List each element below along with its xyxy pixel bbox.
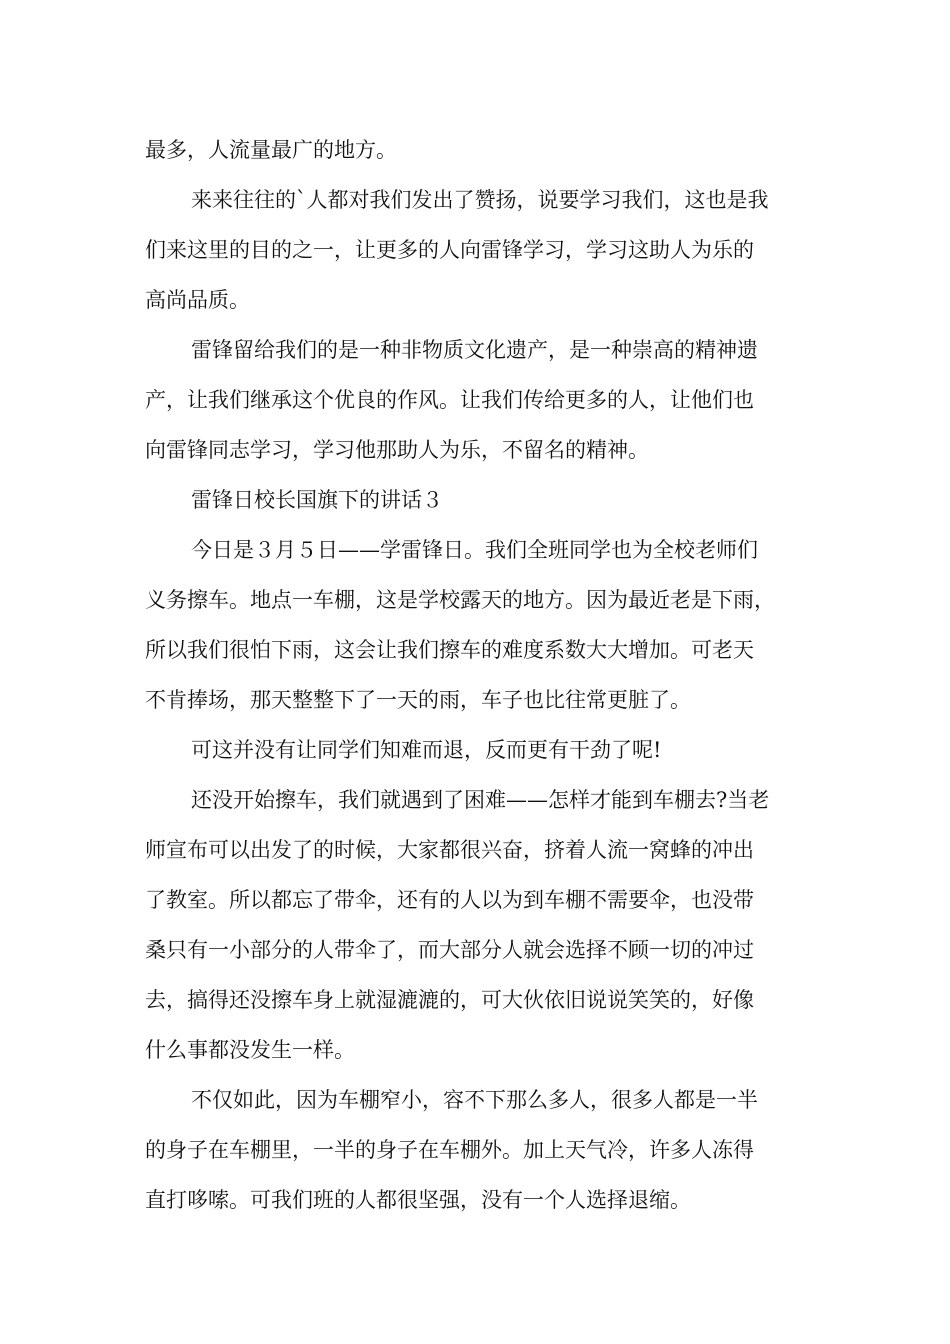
text-line: 桑只有一小部分的人带伞了，而大部分人就会选择不顾一切的冲过 xyxy=(145,938,754,962)
text-line: 们来这里的目的之一，让更多的人向雷锋学习，学习这助人为乐的 xyxy=(145,238,754,262)
section-heading: 雷锋日校长国旗下的讲话３ xyxy=(191,488,443,512)
text-line: 高尚品质。 xyxy=(145,288,250,312)
text-line: 不仅如此，因为车棚窄小，容不下那么多人，很多人都是一半 xyxy=(191,1088,758,1112)
text-line: 产，让我们继承这个优良的作风。让我们传给更多的人，让他们也 xyxy=(145,388,754,412)
text-line: 还没开始擦车，我们就遇到了困难——怎样才能到车棚去?当老 xyxy=(191,788,770,812)
text-line: 直打哆嗦。可我们班的人都很坚强，没有一个人选择退缩。 xyxy=(145,1188,691,1212)
text-line: 不肯捧场，那天整整下了一天的雨，车子也比往常更脏了。 xyxy=(145,688,691,712)
text-line: 师宣布可以出发了的时候，大家都很兴奋，挤着人流一窝蜂的冲出 xyxy=(145,838,754,862)
text-line: 义务擦车。地点一车棚，这是学校露天的地方。因为最近老是下雨， xyxy=(145,588,775,612)
text-line: 最多，人流量最广的地方。 xyxy=(145,138,397,162)
text-line: 了教室。所以都忘了带伞，还有的人以为到车棚不需要伞，也没带 xyxy=(145,888,754,912)
text-line: 去，搞得还没擦车身上就湿漉漉的，可大伙依旧说说笑笑的，好像 xyxy=(145,988,754,1012)
text-line: 雷锋留给我们的是一种非物质文化遗产，是一种崇高的精神遗 xyxy=(191,338,758,362)
text-line: 可这并没有让同学们知难而退，反而更有干劲了呢! xyxy=(191,738,662,762)
text-line: 今日是３月５日——学雷锋日。我们全班同学也为全校老师们 xyxy=(191,538,758,562)
text-line: 向雷锋同志学习，学习他那助人为乐，不留名的精神。 xyxy=(145,438,649,462)
text-line: 来来往往的`人都对我们发出了赞扬，说要学习我们，这也是我 xyxy=(191,188,769,212)
text-line: 什么事都没发生一样。 xyxy=(145,1038,355,1062)
text-line: 的身子在车棚里，一半的身子在车棚外。加上天气冷，许多人冻得 xyxy=(145,1138,754,1162)
text-line: 所以我们很怕下雨，这会让我们擦车的难度系数大大增加。可老天 xyxy=(145,638,754,662)
